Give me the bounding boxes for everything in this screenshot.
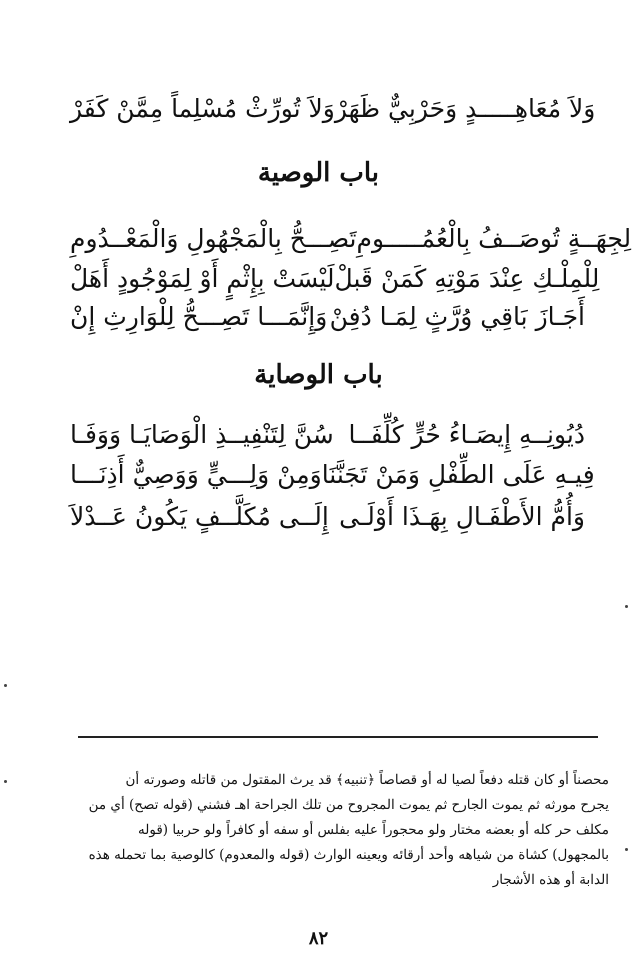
scan-speck — [4, 780, 7, 783]
verse-line — [70, 222, 632, 256]
footnote-line: بالمجهول) كشاة من شياهه وأحد أرقائه ويعينه الوارث (قوله والمعدوم) كالوصية بما تحمله هذه — [88, 847, 609, 863]
footnote-line: الدابة أو هذه الأشجار — [492, 872, 609, 888]
verse-first-hemistich: إِلَــى مُكَلَّــفٍ يَكُونُ عَــدْلاَ — [70, 502, 329, 531]
footnotes — [62, 768, 609, 893]
verse-second-hemistich: فِيـهِ عَلَى الطِّفْلِ وَمَنْ تَجَنَّنَا — [321, 460, 595, 489]
verse-line — [70, 262, 600, 296]
verse-second-hemistich: دُيُونِــهِ إِيصَـاءُ حُرٍّ كُلِّفَــا — [348, 420, 585, 449]
verse-first-hemistich: تَصِـــحُّ بِالْمَجْهُولِ وَالْمَعْــدُومِ — [70, 224, 357, 253]
verse-line — [70, 418, 585, 452]
footnote-line: محصناً أو كان قتله دفعاً لصيا له أو قصاصاً ﴿تنبيه﴾ قد يرث المقتول من قاتله وصورته أن — [125, 772, 609, 788]
verse-second-hemistich: أَجَـازَ بَاقِي وُرَّثٍ لِمَـا دُفِنْ — [329, 302, 585, 331]
verse-first-hemistich: سُنَّ لِتَنْفِيــذِ الْوَصَايَـا وَوَفَـا — [70, 420, 334, 449]
verse-line — [70, 458, 595, 492]
verse-first-hemistich: وَإِنَّمَـــا تَصِـــحُّ لِلْوَارِثِ إِنْ — [70, 302, 328, 331]
section-title-wisaya: باب الوصاية — [254, 360, 383, 390]
section-title-wasiyya: باب الوصية — [257, 158, 380, 188]
scan-speck — [4, 684, 7, 687]
verse-second-hemistich: لِجِهَــةٍ تُوصَــفُ بِالْعُمُـــــومِ — [356, 224, 632, 253]
verse-first-hemistich: وَلاَ تُورِّثْ مُسْلِماً مِمَّنْ كَفَرْ — [70, 94, 335, 123]
footnote-line: مكلف حر كله أو بعضه مختار ولو محجوراً عليه بفلس أو سفه أو كافراً ولو حربيا (قوله — [138, 822, 609, 838]
footnote-line: يجرح مورثه ثم يموت الجارح ثم يموت المجروح من تلك الجراحة اهـ فشني (قوله تصح) أي من — [88, 797, 609, 813]
verse-first-hemistich: وَمِنْ وَلِـــيٍّ وَوَصِيٌّ أَذِنَـــا — [70, 460, 322, 489]
verse-first-hemistich: لَيْسَتْ بِإِثْمٍ أَوْ لِمَوْجُودٍ أَهَلْ — [70, 264, 335, 293]
verse-line — [70, 300, 585, 334]
footnote-divider — [78, 736, 598, 738]
page-number: ٨٢ — [308, 928, 329, 949]
verse-line — [70, 92, 596, 126]
verse-second-hemistich: لِلْمِلْـكِ عِنْدَ مَوْتِهِ كَمَنْ قَبلْ — [334, 264, 600, 293]
verse-second-hemistich: وَأُمُّ الأَطْفَـالِ بِهَـذَا أَوْلَـى — [339, 502, 585, 531]
verse-second-hemistich: وَلاَ مُعَاهِـــــدٍ وَحَرْبِيٌّ ظَهَرْ — [334, 94, 596, 123]
verse-line — [70, 500, 585, 534]
scan-speck — [625, 848, 628, 851]
scan-speck — [625, 605, 628, 608]
